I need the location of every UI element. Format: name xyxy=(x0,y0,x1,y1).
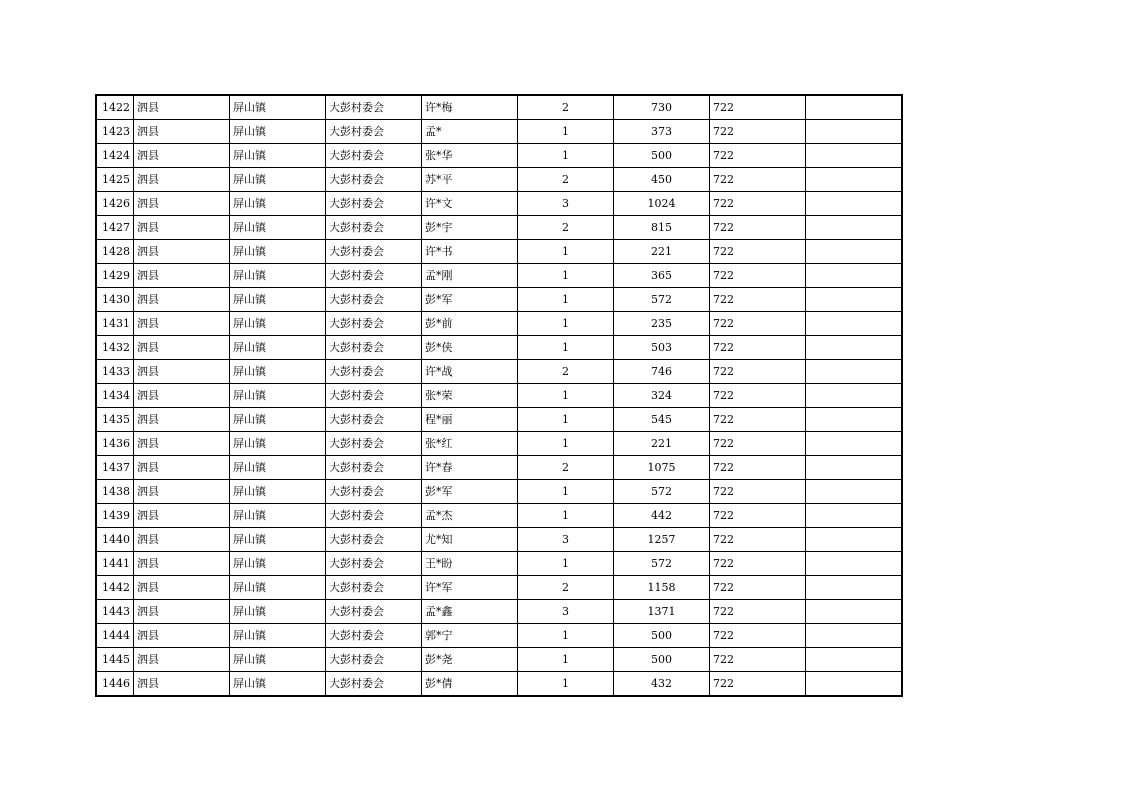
household-size-cell: 1 xyxy=(518,288,614,312)
row-index-cell: 1427 xyxy=(96,216,134,240)
amount-cell: 572 xyxy=(614,288,710,312)
table-row xyxy=(96,240,902,264)
household-size-cell: 1 xyxy=(518,336,614,360)
name-cell: 彭*前 xyxy=(422,312,518,336)
amount-cell: 500 xyxy=(614,624,710,648)
name-cell: 许*梅 xyxy=(422,95,518,120)
table-row xyxy=(96,528,902,552)
county-cell: 泗县 xyxy=(134,624,230,648)
name-cell: 孟*杰 xyxy=(422,504,518,528)
village-committee-cell: 大彭村委会 xyxy=(326,192,422,216)
table-row xyxy=(96,648,902,672)
town-cell: 屏山镇 xyxy=(230,216,326,240)
town-cell: 屏山镇 xyxy=(230,192,326,216)
village-committee-cell: 大彭村委会 xyxy=(326,120,422,144)
remark-cell xyxy=(806,648,903,672)
county-cell: 泗县 xyxy=(134,672,230,697)
county-cell: 泗县 xyxy=(134,576,230,600)
village-committee-cell: 大彭村委会 xyxy=(326,504,422,528)
amount-cell: 815 xyxy=(614,216,710,240)
remark-cell xyxy=(806,624,903,648)
town-cell: 屏山镇 xyxy=(230,480,326,504)
row-index-cell: 1444 xyxy=(96,624,134,648)
amount-cell: 373 xyxy=(614,120,710,144)
county-cell: 泗县 xyxy=(134,408,230,432)
name-cell: 许*文 xyxy=(422,192,518,216)
town-cell: 屏山镇 xyxy=(230,336,326,360)
remark-cell xyxy=(806,432,903,456)
name-cell: 许*春 xyxy=(422,456,518,480)
household-size-cell: 1 xyxy=(518,432,614,456)
name-cell: 尤*知 xyxy=(422,528,518,552)
amount-cell: 746 xyxy=(614,360,710,384)
row-index-cell: 1436 xyxy=(96,432,134,456)
code-cell: 722 xyxy=(710,576,806,600)
household-size-cell: 2 xyxy=(518,360,614,384)
household-size-cell: 1 xyxy=(518,504,614,528)
name-cell: 孟*鑫 xyxy=(422,600,518,624)
county-cell: 泗县 xyxy=(134,168,230,192)
county-cell: 泗县 xyxy=(134,600,230,624)
remark-cell xyxy=(806,120,903,144)
remark-cell xyxy=(806,216,903,240)
town-cell: 屏山镇 xyxy=(230,648,326,672)
code-cell: 722 xyxy=(710,336,806,360)
amount-cell: 450 xyxy=(614,168,710,192)
household-size-cell: 1 xyxy=(518,120,614,144)
row-index-cell: 1428 xyxy=(96,240,134,264)
town-cell: 屏山镇 xyxy=(230,360,326,384)
table-row xyxy=(96,216,902,240)
name-cell: 彭*军 xyxy=(422,288,518,312)
table-row xyxy=(96,264,902,288)
county-cell: 泗县 xyxy=(134,192,230,216)
code-cell: 722 xyxy=(710,288,806,312)
code-cell: 722 xyxy=(710,120,806,144)
amount-cell: 572 xyxy=(614,552,710,576)
town-cell: 屏山镇 xyxy=(230,288,326,312)
code-cell: 722 xyxy=(710,360,806,384)
town-cell: 屏山镇 xyxy=(230,600,326,624)
remark-cell xyxy=(806,456,903,480)
table-row xyxy=(96,624,902,648)
amount-cell: 442 xyxy=(614,504,710,528)
name-cell: 程*丽 xyxy=(422,408,518,432)
name-cell: 彭*宇 xyxy=(422,216,518,240)
amount-cell: 730 xyxy=(614,95,710,120)
remark-cell xyxy=(806,576,903,600)
household-size-cell: 1 xyxy=(518,264,614,288)
code-cell: 722 xyxy=(710,480,806,504)
table-row xyxy=(96,168,902,192)
code-cell: 722 xyxy=(710,168,806,192)
village-committee-cell: 大彭村委会 xyxy=(326,456,422,480)
town-cell: 屏山镇 xyxy=(230,264,326,288)
household-size-cell: 1 xyxy=(518,672,614,697)
code-cell: 722 xyxy=(710,432,806,456)
household-size-cell: 2 xyxy=(518,576,614,600)
remark-cell xyxy=(806,672,903,697)
name-cell: 苏*平 xyxy=(422,168,518,192)
row-index-cell: 1425 xyxy=(96,168,134,192)
town-cell: 屏山镇 xyxy=(230,312,326,336)
row-index-cell: 1422 xyxy=(96,95,134,120)
household-size-cell: 1 xyxy=(518,312,614,336)
row-index-cell: 1432 xyxy=(96,336,134,360)
county-cell: 泗县 xyxy=(134,336,230,360)
town-cell: 屏山镇 xyxy=(230,576,326,600)
household-size-cell: 1 xyxy=(518,648,614,672)
village-committee-cell: 大彭村委会 xyxy=(326,672,422,697)
remark-cell xyxy=(806,480,903,504)
table-row xyxy=(96,360,902,384)
code-cell: 722 xyxy=(710,408,806,432)
amount-cell: 572 xyxy=(614,480,710,504)
remark-cell xyxy=(806,360,903,384)
village-committee-cell: 大彭村委会 xyxy=(326,264,422,288)
code-cell: 722 xyxy=(710,312,806,336)
table-row xyxy=(96,192,902,216)
village-committee-cell: 大彭村委会 xyxy=(326,648,422,672)
county-cell: 泗县 xyxy=(134,456,230,480)
remark-cell xyxy=(806,600,903,624)
name-cell: 许*书 xyxy=(422,240,518,264)
code-cell: 722 xyxy=(710,600,806,624)
village-committee-cell: 大彭村委会 xyxy=(326,144,422,168)
village-committee-cell: 大彭村委会 xyxy=(326,528,422,552)
village-committee-cell: 大彭村委会 xyxy=(326,624,422,648)
name-cell: 张*华 xyxy=(422,144,518,168)
village-committee-cell: 大彭村委会 xyxy=(326,480,422,504)
row-index-cell: 1433 xyxy=(96,360,134,384)
village-committee-cell: 大彭村委会 xyxy=(326,288,422,312)
village-committee-cell: 大彭村委会 xyxy=(326,432,422,456)
amount-cell: 365 xyxy=(614,264,710,288)
village-committee-cell: 大彭村委会 xyxy=(326,216,422,240)
household-size-cell: 3 xyxy=(518,600,614,624)
amount-cell: 221 xyxy=(614,432,710,456)
county-cell: 泗县 xyxy=(134,384,230,408)
household-size-cell: 2 xyxy=(518,456,614,480)
amount-cell: 1371 xyxy=(614,600,710,624)
town-cell: 屏山镇 xyxy=(230,504,326,528)
name-cell: 彭*军 xyxy=(422,480,518,504)
code-cell: 722 xyxy=(710,264,806,288)
county-cell: 泗县 xyxy=(134,95,230,120)
remark-cell xyxy=(806,95,903,120)
household-size-cell: 2 xyxy=(518,216,614,240)
code-cell: 722 xyxy=(710,240,806,264)
amount-cell: 500 xyxy=(614,144,710,168)
village-committee-cell: 大彭村委会 xyxy=(326,600,422,624)
county-cell: 泗县 xyxy=(134,360,230,384)
name-cell: 张*荣 xyxy=(422,384,518,408)
row-index-cell: 1424 xyxy=(96,144,134,168)
remark-cell xyxy=(806,504,903,528)
table-row xyxy=(96,504,902,528)
remark-cell xyxy=(806,144,903,168)
remark-cell xyxy=(806,288,903,312)
table-row xyxy=(96,384,902,408)
household-size-cell: 1 xyxy=(518,480,614,504)
town-cell: 屏山镇 xyxy=(230,528,326,552)
code-cell: 722 xyxy=(710,192,806,216)
name-cell: 彭*侠 xyxy=(422,336,518,360)
county-cell: 泗县 xyxy=(134,120,230,144)
code-cell: 722 xyxy=(710,552,806,576)
code-cell: 722 xyxy=(710,648,806,672)
amount-cell: 1075 xyxy=(614,456,710,480)
name-cell: 许*战 xyxy=(422,360,518,384)
name-cell: 孟*刚 xyxy=(422,264,518,288)
row-index-cell: 1431 xyxy=(96,312,134,336)
village-committee-cell: 大彭村委会 xyxy=(326,95,422,120)
table-row xyxy=(96,672,902,697)
town-cell: 屏山镇 xyxy=(230,552,326,576)
table-row xyxy=(96,408,902,432)
village-committee-cell: 大彭村委会 xyxy=(326,168,422,192)
household-size-cell: 1 xyxy=(518,240,614,264)
amount-cell: 432 xyxy=(614,672,710,697)
name-cell: 孟* xyxy=(422,120,518,144)
county-cell: 泗县 xyxy=(134,216,230,240)
table-row xyxy=(96,95,902,120)
village-committee-cell: 大彭村委会 xyxy=(326,552,422,576)
name-cell: 许*军 xyxy=(422,576,518,600)
county-cell: 泗县 xyxy=(134,504,230,528)
row-index-cell: 1429 xyxy=(96,264,134,288)
name-cell: 张*红 xyxy=(422,432,518,456)
town-cell: 屏山镇 xyxy=(230,168,326,192)
row-index-cell: 1440 xyxy=(96,528,134,552)
row-index-cell: 1430 xyxy=(96,288,134,312)
table-row xyxy=(96,456,902,480)
amount-cell: 324 xyxy=(614,384,710,408)
remark-cell xyxy=(806,240,903,264)
name-cell: 彭*尧 xyxy=(422,648,518,672)
remark-cell xyxy=(806,528,903,552)
row-index-cell: 1442 xyxy=(96,576,134,600)
row-index-cell: 1445 xyxy=(96,648,134,672)
county-cell: 泗县 xyxy=(134,312,230,336)
town-cell: 屏山镇 xyxy=(230,120,326,144)
household-size-cell: 1 xyxy=(518,408,614,432)
name-cell: 彭*倩 xyxy=(422,672,518,697)
table-row xyxy=(96,600,902,624)
table-row xyxy=(96,552,902,576)
amount-cell: 221 xyxy=(614,240,710,264)
amount-cell: 545 xyxy=(614,408,710,432)
row-index-cell: 1443 xyxy=(96,600,134,624)
town-cell: 屏山镇 xyxy=(230,432,326,456)
village-committee-cell: 大彭村委会 xyxy=(326,360,422,384)
town-cell: 屏山镇 xyxy=(230,384,326,408)
row-index-cell: 1426 xyxy=(96,192,134,216)
county-cell: 泗县 xyxy=(134,432,230,456)
household-size-cell: 1 xyxy=(518,384,614,408)
name-cell: 郭*宁 xyxy=(422,624,518,648)
county-cell: 泗县 xyxy=(134,264,230,288)
code-cell: 722 xyxy=(710,672,806,697)
town-cell: 屏山镇 xyxy=(230,408,326,432)
amount-cell: 1257 xyxy=(614,528,710,552)
county-cell: 泗县 xyxy=(134,240,230,264)
code-cell: 722 xyxy=(710,216,806,240)
amount-cell: 500 xyxy=(614,648,710,672)
county-cell: 泗县 xyxy=(134,144,230,168)
town-cell: 屏山镇 xyxy=(230,672,326,697)
town-cell: 屏山镇 xyxy=(230,95,326,120)
remark-cell xyxy=(806,552,903,576)
village-committee-cell: 大彭村委会 xyxy=(326,336,422,360)
code-cell: 722 xyxy=(710,624,806,648)
table-row xyxy=(96,336,902,360)
row-index-cell: 1439 xyxy=(96,504,134,528)
county-cell: 泗县 xyxy=(134,552,230,576)
village-committee-cell: 大彭村委会 xyxy=(326,408,422,432)
town-cell: 屏山镇 xyxy=(230,456,326,480)
row-index-cell: 1438 xyxy=(96,480,134,504)
code-cell: 722 xyxy=(710,95,806,120)
code-cell: 722 xyxy=(710,504,806,528)
table-row xyxy=(96,576,902,600)
code-cell: 722 xyxy=(710,144,806,168)
town-cell: 屏山镇 xyxy=(230,240,326,264)
remark-cell xyxy=(806,264,903,288)
code-cell: 722 xyxy=(710,384,806,408)
remark-cell xyxy=(806,336,903,360)
household-size-cell: 1 xyxy=(518,144,614,168)
row-index-cell: 1434 xyxy=(96,384,134,408)
table-row xyxy=(96,312,902,336)
remark-cell xyxy=(806,168,903,192)
amount-cell: 235 xyxy=(614,312,710,336)
county-cell: 泗县 xyxy=(134,480,230,504)
village-committee-cell: 大彭村委会 xyxy=(326,312,422,336)
county-cell: 泗县 xyxy=(134,528,230,552)
code-cell: 722 xyxy=(710,456,806,480)
remark-cell xyxy=(806,192,903,216)
household-size-cell: 3 xyxy=(518,528,614,552)
table-row xyxy=(96,288,902,312)
county-cell: 泗县 xyxy=(134,648,230,672)
table-row xyxy=(96,120,902,144)
remark-cell xyxy=(806,384,903,408)
row-index-cell: 1423 xyxy=(96,120,134,144)
town-cell: 屏山镇 xyxy=(230,624,326,648)
row-index-cell: 1446 xyxy=(96,672,134,697)
table-row xyxy=(96,480,902,504)
name-cell: 王*盼 xyxy=(422,552,518,576)
table-row xyxy=(96,144,902,168)
household-size-cell: 3 xyxy=(518,192,614,216)
town-cell: 屏山镇 xyxy=(230,144,326,168)
amount-cell: 503 xyxy=(614,336,710,360)
remark-cell xyxy=(806,312,903,336)
amount-cell: 1158 xyxy=(614,576,710,600)
household-size-cell: 1 xyxy=(518,624,614,648)
amount-cell: 1024 xyxy=(614,192,710,216)
code-cell: 722 xyxy=(710,528,806,552)
household-size-cell: 2 xyxy=(518,95,614,120)
data-table xyxy=(95,94,903,697)
village-committee-cell: 大彭村委会 xyxy=(326,240,422,264)
table-body xyxy=(96,95,902,696)
table-row xyxy=(96,432,902,456)
household-size-cell: 1 xyxy=(518,552,614,576)
row-index-cell: 1437 xyxy=(96,456,134,480)
village-committee-cell: 大彭村委会 xyxy=(326,384,422,408)
row-index-cell: 1441 xyxy=(96,552,134,576)
household-size-cell: 2 xyxy=(518,168,614,192)
row-index-cell: 1435 xyxy=(96,408,134,432)
remark-cell xyxy=(806,408,903,432)
village-committee-cell: 大彭村委会 xyxy=(326,576,422,600)
county-cell: 泗县 xyxy=(134,288,230,312)
